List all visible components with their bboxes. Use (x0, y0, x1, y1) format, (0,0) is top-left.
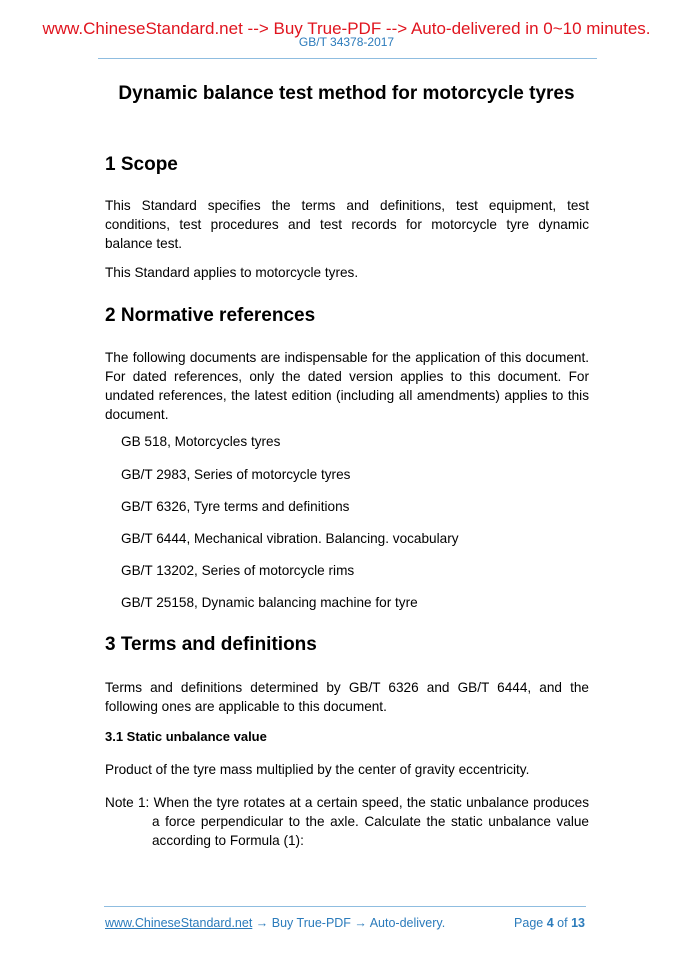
page-footer (105, 916, 585, 930)
reference-item: GB/T 2983, Series of motorcycle tyres (121, 467, 351, 482)
reference-item: GB/T 6326, Tyre terms and definitions (121, 499, 350, 514)
section-heading-scope: 1 Scope (105, 154, 178, 175)
footer-promo (105, 916, 445, 930)
footer-divider (104, 906, 586, 907)
footer-link[interactable]: www.ChineseStandard.net (105, 916, 253, 930)
reference-item: GB/T 13202, Series of motorcycle rims (121, 563, 355, 578)
page-label: Page (514, 916, 544, 930)
reference-item: GB/T 25158, Dynamic balancing machine for tyre (121, 595, 418, 610)
of-label: of (557, 916, 568, 930)
standard-number: GB/T 34378-2017 (298, 35, 395, 49)
section-heading-normative: 2 Normative references (105, 305, 316, 326)
normative-paragraph: The following documents are indispensable for the application of this document. For dated references, only the dated version applies to this document. For undated references, the latest edition (including all amendments) applies to this document. (105, 350, 589, 422)
subsection-heading: 3.1 Static unbalance value (105, 729, 267, 744)
terms-paragraph: Terms and definitions determined by GB/T 6326 and GB/T 6444, and the following ones are applicable to this document. (105, 680, 589, 714)
document-title: Dynamic balance test method for motorcycle tyres (118, 83, 575, 104)
page-total: 13 (571, 916, 585, 930)
header-divider (98, 58, 597, 59)
promo-banner: www.ChineseStandard.net --> Buy True-PDF --> Auto-delivered in 0~10 minutes. (42, 19, 651, 38)
footer-promo-text: → Buy True-PDF → Auto-delivery. (252, 916, 446, 930)
note-text: Note 1: When the tyre rotates at a certain speed, the static unbalance produces a force perpendicular to the axle. Calculate the static unbalance value according to Formula (1): (105, 795, 589, 848)
definition-text: Product of the tyre mass multiplied by the center of gravity eccentricity. (105, 762, 530, 777)
reference-item: GB/T 6444, Mechanical vibration. Balancing. vocabulary (121, 531, 459, 546)
scope-paragraph-1: This Standard specifies the terms and definitions, test equipment, test conditions, test procedures and test records for motorcycle tyre dynamic balance test. (105, 198, 589, 251)
scope-paragraph-2: This Standard applies to motorcycle tyres. (105, 265, 359, 280)
page-number: 4 (546, 916, 554, 930)
page-indicator (514, 916, 585, 930)
section-heading-terms: 3 Terms and definitions (105, 634, 317, 655)
reference-item: GB 518, Motorcycles tyres (121, 434, 281, 449)
